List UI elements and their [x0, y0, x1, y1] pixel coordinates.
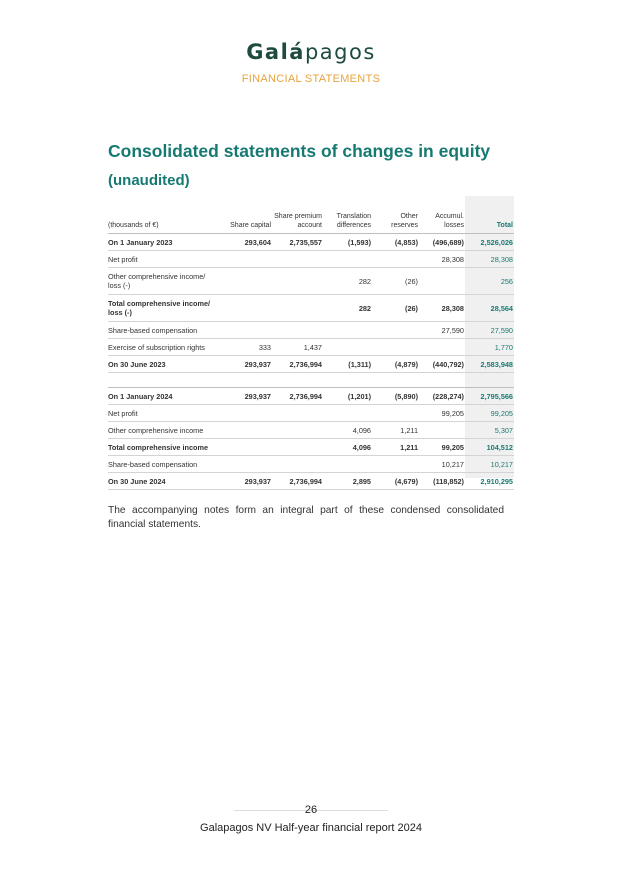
- value-cell: (1,201): [323, 388, 372, 405]
- row-label: Share-based compensation: [108, 456, 220, 473]
- row-label: On 1 January 2024: [108, 388, 220, 405]
- value-cell: [220, 405, 272, 422]
- total-cell: 256: [465, 268, 514, 295]
- value-cell: 10,217: [419, 456, 465, 473]
- value-cell: (26): [372, 268, 419, 295]
- value-cell: 293,937: [220, 356, 272, 373]
- column-header: Other reserves: [372, 196, 419, 234]
- value-cell: (1,593): [323, 234, 372, 251]
- value-cell: 28,308: [419, 251, 465, 268]
- column-header-total: Total: [465, 196, 514, 234]
- value-cell: [220, 322, 272, 339]
- value-cell: [419, 268, 465, 295]
- value-cell: [272, 405, 323, 422]
- row-label: On 30 June 2023: [108, 356, 220, 373]
- column-header: Share capital: [220, 196, 272, 234]
- value-cell: (4,853): [372, 234, 419, 251]
- value-cell: 1,211: [372, 439, 419, 456]
- value-cell: [272, 422, 323, 439]
- section-subtitle: FINANCIAL STATEMENTS: [241, 73, 381, 85]
- value-cell: 1,211: [372, 422, 419, 439]
- value-cell: 28,308: [419, 295, 465, 322]
- column-header: Share premium account: [272, 196, 323, 234]
- value-cell: 293,937: [220, 473, 272, 490]
- value-cell: 293,937: [220, 388, 272, 405]
- table-row: [108, 268, 514, 295]
- total-cell: 2,910,295: [465, 473, 514, 490]
- total-cell: 104,512: [465, 439, 514, 456]
- total-cell: 28,564: [465, 295, 514, 322]
- value-cell: 2,736,994: [272, 388, 323, 405]
- value-cell: 4,096: [323, 422, 372, 439]
- value-cell: 99,205: [419, 439, 465, 456]
- value-cell: [419, 422, 465, 439]
- value-cell: [220, 422, 272, 439]
- total-cell: 27,590: [465, 322, 514, 339]
- table-row: [108, 234, 514, 251]
- value-cell: 282: [323, 268, 372, 295]
- value-cell: [323, 322, 372, 339]
- value-cell: [272, 322, 323, 339]
- column-header: Accumul. losses: [419, 196, 465, 234]
- table-row: [108, 422, 514, 439]
- value-cell: [323, 456, 372, 473]
- value-cell: 1,437: [272, 339, 323, 356]
- value-cell: 333: [220, 339, 272, 356]
- value-cell: (1,311): [323, 356, 372, 373]
- row-label: Other comprehensive income: [108, 422, 220, 439]
- value-cell: 282: [323, 295, 372, 322]
- table-header-row: [108, 196, 514, 234]
- page-number: 26: [304, 804, 318, 816]
- notes-paragraph: The accompanying notes form an integral part of these condensed consolidated financial statements.: [108, 505, 504, 530]
- value-cell: [372, 322, 419, 339]
- row-label: Net profit: [108, 405, 220, 422]
- table-row: [108, 388, 514, 405]
- equity-table: [108, 196, 514, 490]
- total-cell: 5,307: [465, 422, 514, 439]
- value-cell: [372, 405, 419, 422]
- value-cell: [372, 339, 419, 356]
- table-row: [108, 405, 514, 422]
- value-cell: [323, 339, 372, 356]
- value-cell: [220, 456, 272, 473]
- value-cell: 2,736,994: [272, 473, 323, 490]
- total-cell: 1,770: [465, 339, 514, 356]
- value-cell: [220, 295, 272, 322]
- value-cell: 2,735,557: [272, 234, 323, 251]
- value-cell: (5,890): [372, 388, 419, 405]
- column-header: Translation differences: [323, 196, 372, 234]
- value-cell: [272, 456, 323, 473]
- value-cell: [272, 251, 323, 268]
- table-row: [108, 473, 514, 490]
- table-row: [108, 322, 514, 339]
- report-title: Galapagos NV Half-year financial report 2024: [200, 822, 422, 834]
- value-cell: [323, 405, 372, 422]
- value-cell: [272, 439, 323, 456]
- total-cell: 2,795,566: [465, 388, 514, 405]
- value-cell: (4,879): [372, 356, 419, 373]
- value-cell: [419, 339, 465, 356]
- row-label: Net profit: [108, 251, 220, 268]
- value-cell: (496,689): [419, 234, 465, 251]
- table-row: [108, 356, 514, 373]
- value-cell: [220, 439, 272, 456]
- value-cell: [220, 268, 272, 295]
- value-cell: [272, 268, 323, 295]
- value-cell: 2,736,994: [272, 356, 323, 373]
- table-row: [108, 251, 514, 268]
- row-label: Total comprehensive income: [108, 439, 220, 456]
- row-label: Share-based compensation: [108, 322, 220, 339]
- row-label: On 30 June 2024: [108, 473, 220, 490]
- value-cell: [372, 251, 419, 268]
- table-row: [108, 295, 514, 322]
- equity-table-container: [108, 196, 514, 490]
- table-row: [108, 339, 514, 356]
- column-header: (thousands of €): [108, 196, 220, 234]
- value-cell: (4,679): [372, 473, 419, 490]
- table-row: [108, 439, 514, 456]
- row-label: On 1 January 2023: [108, 234, 220, 251]
- row-label: Other comprehensive income/ loss (-): [108, 268, 220, 295]
- page-title: Consolidated statements of changes in equity: [108, 141, 491, 161]
- value-cell: 99,205: [419, 405, 465, 422]
- total-cell: 2,526,026: [465, 234, 514, 251]
- total-cell: 10,217: [465, 456, 514, 473]
- page-subheading: (unaudited): [108, 172, 190, 189]
- value-cell: [272, 295, 323, 322]
- value-cell: (26): [372, 295, 419, 322]
- value-cell: 2,895: [323, 473, 372, 490]
- total-cell: 28,308: [465, 251, 514, 268]
- value-cell: 293,604: [220, 234, 272, 251]
- logo-wordmark: Galápagos: [246, 40, 376, 64]
- table-row: [108, 456, 514, 473]
- value-cell: [372, 456, 419, 473]
- company-logo: [0, 40, 622, 64]
- table-spacer-row: [108, 373, 514, 388]
- value-cell: (228,274): [419, 388, 465, 405]
- total-cell: 99,205: [465, 405, 514, 422]
- value-cell: 4,096: [323, 439, 372, 456]
- value-cell: 27,590: [419, 322, 465, 339]
- row-label: Exercise of subscription rights: [108, 339, 220, 356]
- row-label: Total comprehensive income/ loss (-): [108, 295, 220, 322]
- value-cell: (118,852): [419, 473, 465, 490]
- total-cell: 2,583,948: [465, 356, 514, 373]
- value-cell: [220, 251, 272, 268]
- value-cell: (440,792): [419, 356, 465, 373]
- value-cell: [323, 251, 372, 268]
